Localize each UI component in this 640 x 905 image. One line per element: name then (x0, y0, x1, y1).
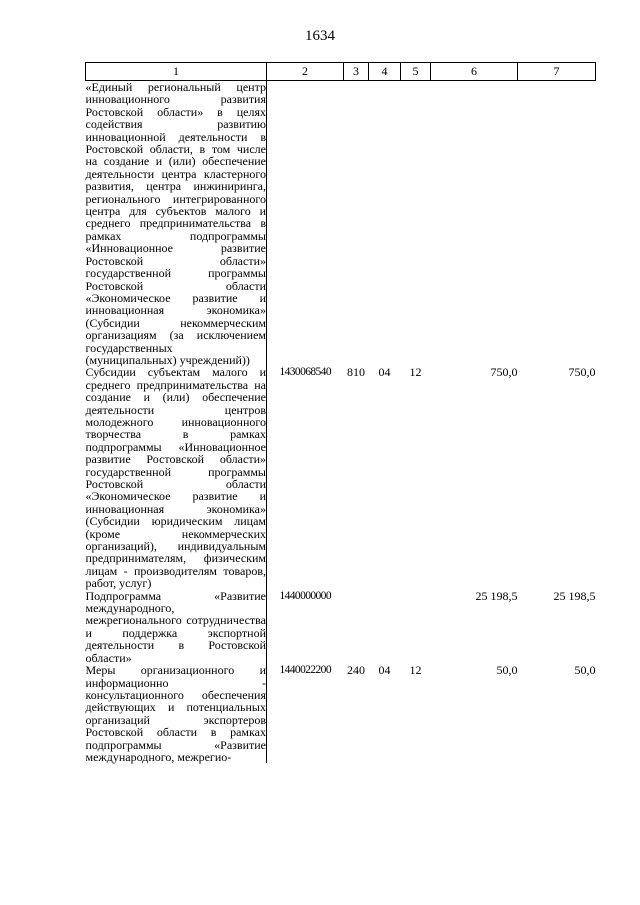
table-row (86, 590, 596, 664)
column-header: 4 (369, 63, 401, 81)
row-year2 (518, 81, 596, 367)
row-year1: 25 198,5 (475, 588, 518, 603)
row-year2: 50,0 (574, 663, 596, 678)
row-name: Подпрограмма «Развитие международного, межрегионального сотрудничества и поддержка экспортной деятельности в Ростовской области» (85, 588, 266, 665)
column-header: 1 (86, 63, 267, 81)
row-pr: 12 (409, 663, 422, 678)
table-row (86, 81, 596, 367)
row-name: Меры организационного и информационно - консультационного обеспечения действующих и потенциальных организаций экспортеров Ростовской области в рамках подпрограммы «Развитие международного, межрегио- (85, 663, 266, 764)
row-year1 (431, 81, 518, 367)
row-year1: 50,0 (496, 663, 518, 678)
row-code: 1440022200 (279, 664, 331, 677)
row-vr: 810 (347, 365, 365, 380)
row-code: 1430068540 (279, 366, 331, 379)
row-year2: 25 198,5 (553, 588, 596, 603)
budget-table (85, 62, 596, 763)
row-vr (344, 590, 369, 664)
column-header: 6 (431, 63, 518, 81)
row-year1: 750,0 (490, 365, 518, 380)
row-year2: 750,0 (568, 365, 596, 380)
row-vr: 240 (347, 663, 365, 678)
row-pr: 12 (409, 365, 422, 380)
row-rz (369, 81, 401, 367)
page-number: 1634 (305, 28, 335, 44)
row-code (267, 81, 344, 367)
row-pr (401, 590, 431, 664)
row-name: «Единый региональный центр инновационного развития Ростовской области» в целях содействия развитию инновационной деятельности в Ростовской области, в том числе на создание и (или) обеспечение деятельности центра кластерного развития, центра инжиниринга, регионального интегрированного центра для субъектов малого и среднего предпринимательства в рамках подпрограммы «Инновационное развитие Ростовской области» государственной программы Ростовской области «Экономическое развитие и инновационная экономика» (Субсидии некоммерческим организациям (за исключением государственных (муниципальных) учреждений)) (85, 80, 266, 367)
row-name: Субсидии субъектам малого и среднего предпринимательства на создание и (или) обеспечение деятельности центров молодежного инновационного творчества в рамках подпрограммы «Инновационное развитие Ростовской области» государственной программы Ростовской области «Экономическое развитие и инновационная экономика» (Субсидии юридическим лицам (кроме некоммерческих организаций), индивидуальным предпринимателям, физическим лицам - производителям товаров, работ, услуг) (85, 365, 266, 591)
row-vr (344, 81, 369, 367)
table-row (86, 664, 596, 763)
row-rz: 04 (378, 663, 391, 678)
row-rz (369, 590, 401, 664)
table-row (86, 366, 596, 589)
row-code: 1440000000 (279, 589, 331, 602)
column-header: 5 (401, 63, 431, 81)
row-pr (401, 81, 431, 367)
table-header-row (86, 63, 596, 81)
column-header: 7 (518, 63, 596, 81)
row-rz: 04 (378, 365, 391, 380)
column-header: 2 (267, 63, 344, 81)
column-header: 3 (344, 63, 369, 81)
